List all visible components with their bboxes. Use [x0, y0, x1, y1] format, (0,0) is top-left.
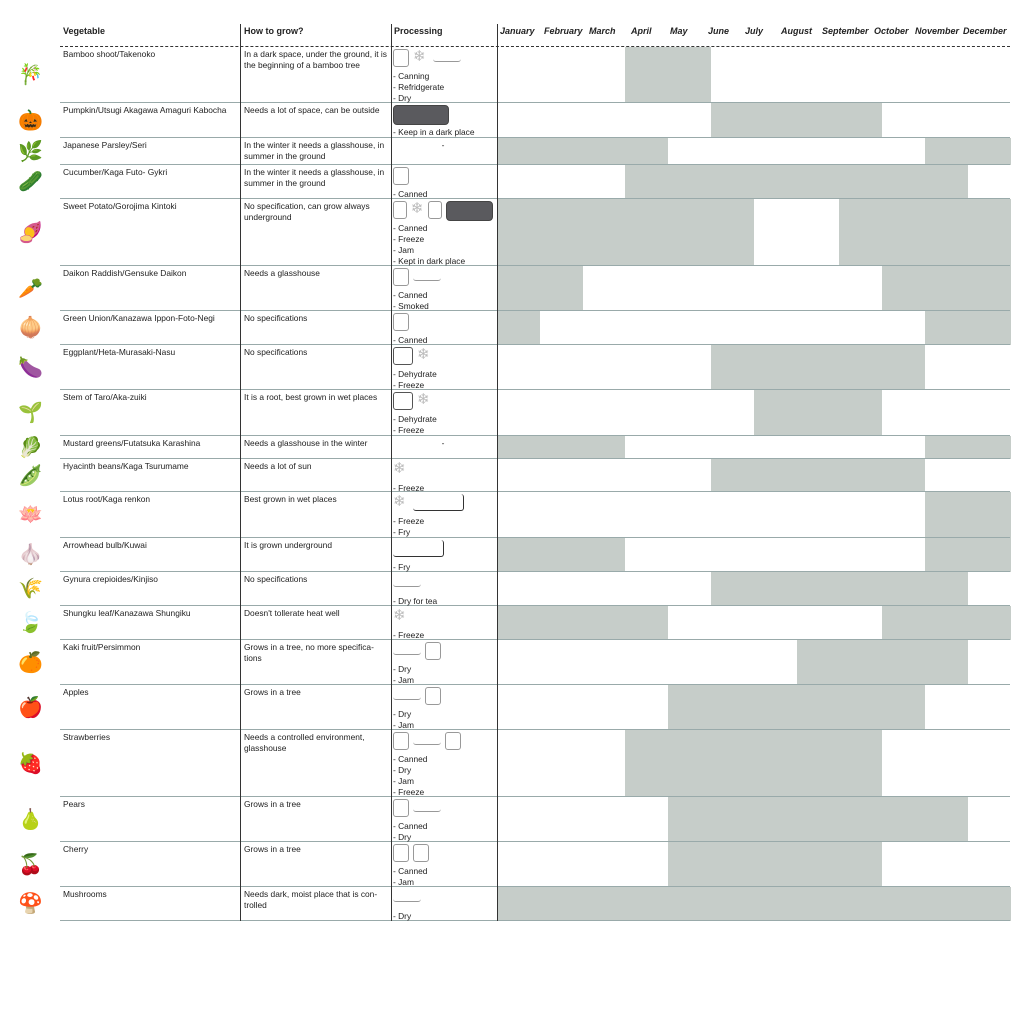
jar-icon: [413, 844, 429, 862]
table-row: [18, 266, 1010, 311]
month-header-august: August: [781, 26, 812, 36]
processing-method: - Keep in a dark place: [393, 127, 475, 137]
processing-method: - Freeze: [393, 787, 425, 797]
vegetable-illustration-icon: 🌿: [18, 140, 43, 163]
processing-method: - Refridgerate: [393, 82, 445, 92]
month-header-january: January: [500, 26, 535, 36]
vegetable-name: Strawberries: [63, 732, 111, 742]
vegetable-name: Eggplant/Heta-Murasaki-Nasu: [63, 347, 176, 357]
processing-method: - Freeze: [393, 425, 425, 435]
processing-cell: [393, 687, 493, 731]
processing-cell: [393, 347, 493, 391]
snow-icon: ❄: [413, 48, 426, 65]
column-divider: [391, 24, 392, 921]
snow-icon: ❄: [393, 460, 406, 477]
processing-method: - Canned: [393, 335, 428, 345]
how-to-grow: Grows in a tree: [244, 844, 301, 854]
vegetable-illustration-icon: 🎃: [18, 109, 43, 132]
dark-icon: [446, 201, 493, 221]
box-icon: [393, 347, 413, 365]
processing-method: - Jam: [393, 245, 414, 255]
table-row: [18, 165, 1010, 199]
processing-method: - Canned: [393, 754, 428, 764]
vegetable-name: Mustard greens/Futatsuka Karashina: [63, 438, 201, 448]
vegetable-name: Cherry: [63, 844, 89, 854]
processing-cell: [393, 461, 493, 494]
sun-icon: [413, 732, 441, 745]
table-row: [18, 887, 1010, 921]
pan-icon: [413, 494, 464, 511]
processing-cell: [393, 313, 493, 346]
month-header-july: July: [745, 26, 764, 36]
processing-method: - Dry for tea: [393, 596, 438, 606]
how-to-grow: In a dark space, under the ground, it is the beginning of a bamboo tree: [244, 49, 387, 70]
can-icon: [393, 268, 409, 286]
vegetable-name: Gynura crepioides/Kinjiso: [63, 574, 158, 584]
month-header-may: May: [670, 26, 688, 36]
month-header-march: March: [589, 26, 616, 36]
snow-icon: ❄: [393, 607, 406, 624]
processing-method: - Dry: [393, 765, 412, 775]
processing-cell: [393, 268, 493, 312]
table-row: [18, 103, 1010, 138]
vegetable-illustration-icon: 🍒: [18, 853, 43, 876]
vegetable-illustration-icon: 🍎: [18, 696, 43, 719]
processing-method: - Canned: [393, 189, 428, 199]
table-row: [18, 640, 1010, 685]
how-to-grow: Grows in a tree: [244, 687, 301, 697]
processing-method: - Kept in dark place: [393, 256, 466, 266]
table-row: [18, 47, 1010, 103]
processing-method: - Dry: [393, 832, 412, 842]
processing-cell: [393, 438, 493, 449]
month-header-december: December: [963, 26, 1007, 36]
processing-cell: [393, 799, 493, 843]
month-header-october: October: [874, 26, 909, 36]
processing-cell: [393, 540, 493, 573]
table-row: [18, 730, 1010, 797]
table-row: [18, 606, 1010, 640]
processing-method: - Freeze: [393, 380, 425, 390]
processing-cell: [393, 642, 493, 686]
vegetable-illustration-icon: 🌱: [18, 402, 43, 424]
processing-method: - Freeze: [393, 483, 425, 493]
how-to-grow: Needs a glasshouse: [244, 268, 320, 278]
table-row: [18, 685, 1010, 730]
how-to-grow: Grows in a tree: [244, 799, 301, 809]
processing-method: -: [441, 438, 445, 448]
vegetable-name: Pears: [63, 799, 85, 809]
how-to-grow: It is a root, best grown in wet places: [244, 392, 378, 402]
vegetable-illustration-icon: 🎋: [18, 64, 43, 86]
processing-method: - Canned: [393, 290, 428, 300]
vegetable-name: Pumpkin/Utsugi Akagawa Amaguri Kabocha: [63, 105, 227, 115]
pan-icon: [393, 540, 444, 557]
how-to-grow: No specifications: [244, 347, 308, 357]
vegetable-name: Mushrooms: [63, 889, 107, 899]
processing-method: - Fry: [393, 527, 411, 537]
snow-icon: ❄: [393, 493, 406, 510]
table-row: [18, 436, 1010, 459]
processing-method: - Freeze: [393, 630, 425, 640]
how-to-grow: Doesn't tollerate heat well: [244, 608, 340, 618]
month-header-february: February: [544, 26, 583, 36]
vegetable-illustration-icon: 🍃: [18, 612, 43, 634]
sun-icon: [393, 687, 421, 700]
vegetable-name: Arrowhead bulb/Kuwai: [63, 540, 147, 550]
vegetable-illustration-icon: 🍄: [18, 893, 43, 915]
vegetable-illustration-icon: 🌾: [18, 578, 43, 600]
vegetable-illustration-icon: 🪷: [18, 504, 43, 526]
sun-icon: [393, 574, 421, 587]
processing-cell: [393, 732, 493, 798]
processing-cell: [393, 608, 493, 641]
processing-method: - Freeze: [393, 234, 425, 244]
vegetable-name: Hyacinth beans/Kaga Tsurumame: [63, 461, 189, 471]
jar-icon: [445, 732, 461, 750]
table-row: [18, 572, 1010, 606]
processing-cell: [393, 105, 493, 138]
processing-method: - Canning: [393, 71, 430, 81]
processing-cell: [393, 392, 493, 436]
table-row: [18, 390, 1010, 436]
vegetable-name: Apples: [63, 687, 89, 697]
vegetable-name: Japanese Parsley/Seri: [63, 140, 147, 150]
month-header-april: April: [631, 26, 652, 36]
vegetable-name: Green Union/Kanazawa Ippon-Foto-Negi: [63, 313, 215, 323]
processing-method: - Canned: [393, 821, 428, 831]
how-to-grow: Needs dark, moist place that is con- trolled: [244, 889, 378, 910]
how-to-grow: In the winter it needs a glasshouse, in summer in the ground: [244, 140, 385, 161]
vegetable-name: Cucumber/Kaga Futo- Gykri: [63, 167, 168, 177]
how-to-grow: Needs a glasshouse in the winter: [244, 438, 368, 448]
processing-method: - Fry: [393, 562, 411, 572]
processing-method: - Jam: [393, 675, 414, 685]
month-header-june: June: [708, 26, 730, 36]
vegetable-illustration-icon: 🧄: [18, 544, 43, 566]
table-row: [18, 345, 1010, 390]
sun-icon: [393, 889, 421, 902]
processing-cell: [393, 140, 493, 151]
header-vegetable: Vegetable: [63, 26, 106, 36]
processing-cell: [393, 494, 493, 538]
vegetable-illustration-icon: 🍠: [18, 221, 43, 244]
how-to-grow: No specifications: [244, 313, 308, 323]
processing-cell: [393, 49, 493, 104]
vegetable-illustration-icon: 🍐: [18, 808, 43, 831]
vegetable-illustration-icon: 🧅: [18, 317, 43, 339]
how-to-grow: Needs a lot of sun: [244, 461, 312, 471]
table-row: [18, 459, 1010, 493]
processing-method: -: [441, 140, 445, 150]
vegetable-name: Shungku leaf/Kanazawa Shungiku: [63, 608, 191, 618]
jar-icon: [425, 642, 441, 660]
processing-method: - Dehydrate: [393, 414, 437, 424]
table-row: [18, 538, 1010, 572]
column-divider: [497, 24, 498, 921]
processing-method: - Dehydrate: [393, 369, 437, 379]
table-row: [18, 138, 1010, 165]
how-to-grow: No specifications: [244, 574, 308, 584]
processing-method: - Jam: [393, 877, 414, 887]
processing-cell: [393, 844, 493, 888]
how-to-grow: Needs a lot of space, can be outside: [244, 105, 380, 115]
can-icon: [393, 844, 409, 862]
jar-icon: [428, 201, 442, 219]
vegetable-name: Daikon Raddish/Gensuke Daikon: [63, 268, 187, 278]
processing-method: - Freeze: [393, 516, 425, 526]
table-row: [18, 842, 1010, 887]
table-row: [18, 199, 1010, 266]
how-to-grow: It is grown underground: [244, 540, 332, 550]
vegetable-name: Bamboo shoot/Takenoko: [63, 49, 156, 59]
vegetable-illustration-icon: 🥕: [18, 277, 43, 300]
vegetable-illustration-icon: 🍆: [18, 356, 43, 379]
can-icon: [393, 167, 409, 185]
processing-method: - Dry: [393, 709, 412, 719]
jar-icon: [425, 687, 441, 705]
how-to-grow: Best grown in wet places: [244, 494, 337, 504]
smoke-icon: [413, 268, 441, 281]
vegetable-illustration-icon: 🫛: [18, 464, 43, 487]
table-row: [18, 311, 1010, 345]
dark-icon: [393, 105, 449, 125]
how-to-grow: Needs a controlled environment, glasshouse: [244, 732, 365, 753]
header-how-to-grow: How to grow?: [244, 26, 304, 36]
month-header-november: November: [915, 26, 960, 36]
how-to-grow: Grows in a tree, no more specifica- tions: [244, 642, 374, 663]
processing-method: - Canned: [393, 223, 428, 233]
processing-method: - Jam: [393, 720, 414, 730]
snow-icon: ❄: [417, 346, 430, 363]
vegetable-illustration-icon: 🍊: [18, 651, 43, 674]
processing-method: - Smoked: [393, 301, 429, 311]
processing-method: - Jam: [393, 776, 414, 786]
vegetable-name: Stem of Taro/Aka-zuiki: [63, 392, 147, 402]
can-icon: [393, 49, 409, 67]
processing-method: - Dry: [393, 664, 412, 674]
vegetable-illustration-icon: 🍓: [18, 752, 43, 775]
processing-cell: [393, 574, 493, 607]
vegetable-illustration-icon: 🥒: [18, 171, 43, 193]
how-to-grow: No specification, can grow always underground: [244, 201, 370, 222]
can-icon: [393, 732, 409, 750]
processing-method: - Canned: [393, 866, 428, 876]
box-icon: [393, 392, 413, 410]
sun-icon: [433, 49, 461, 62]
vegetable-name: Sweet Potato/Gorojima Kintoki: [63, 201, 177, 211]
snow-icon: ❄: [417, 391, 430, 408]
processing-cell: [393, 889, 493, 922]
sun-icon: [393, 642, 421, 655]
processing-cell: [393, 201, 493, 267]
snow-icon: ❄: [410, 200, 424, 217]
column-divider: [240, 24, 241, 921]
how-to-grow: In the winter it needs a glasshouse, in summer in the ground: [244, 167, 385, 188]
can-icon: [393, 313, 409, 331]
vegetable-illustration-icon: 🥬: [18, 436, 43, 459]
processing-method: - Dry: [393, 911, 412, 921]
can-icon: [393, 799, 409, 817]
vegetable-name: Lotus root/Kaga renkon: [63, 494, 151, 504]
table-row: [18, 797, 1010, 842]
month-header-september: September: [822, 26, 869, 36]
processing-method: - Dry: [393, 93, 412, 103]
processing-cell: [393, 167, 493, 200]
vegetable-name: Kaki fruit/Persimmon: [63, 642, 141, 652]
table-row: [18, 492, 1010, 538]
sun-icon: [413, 799, 441, 812]
can-icon: [393, 201, 407, 219]
header-processing: Processing: [394, 26, 443, 36]
